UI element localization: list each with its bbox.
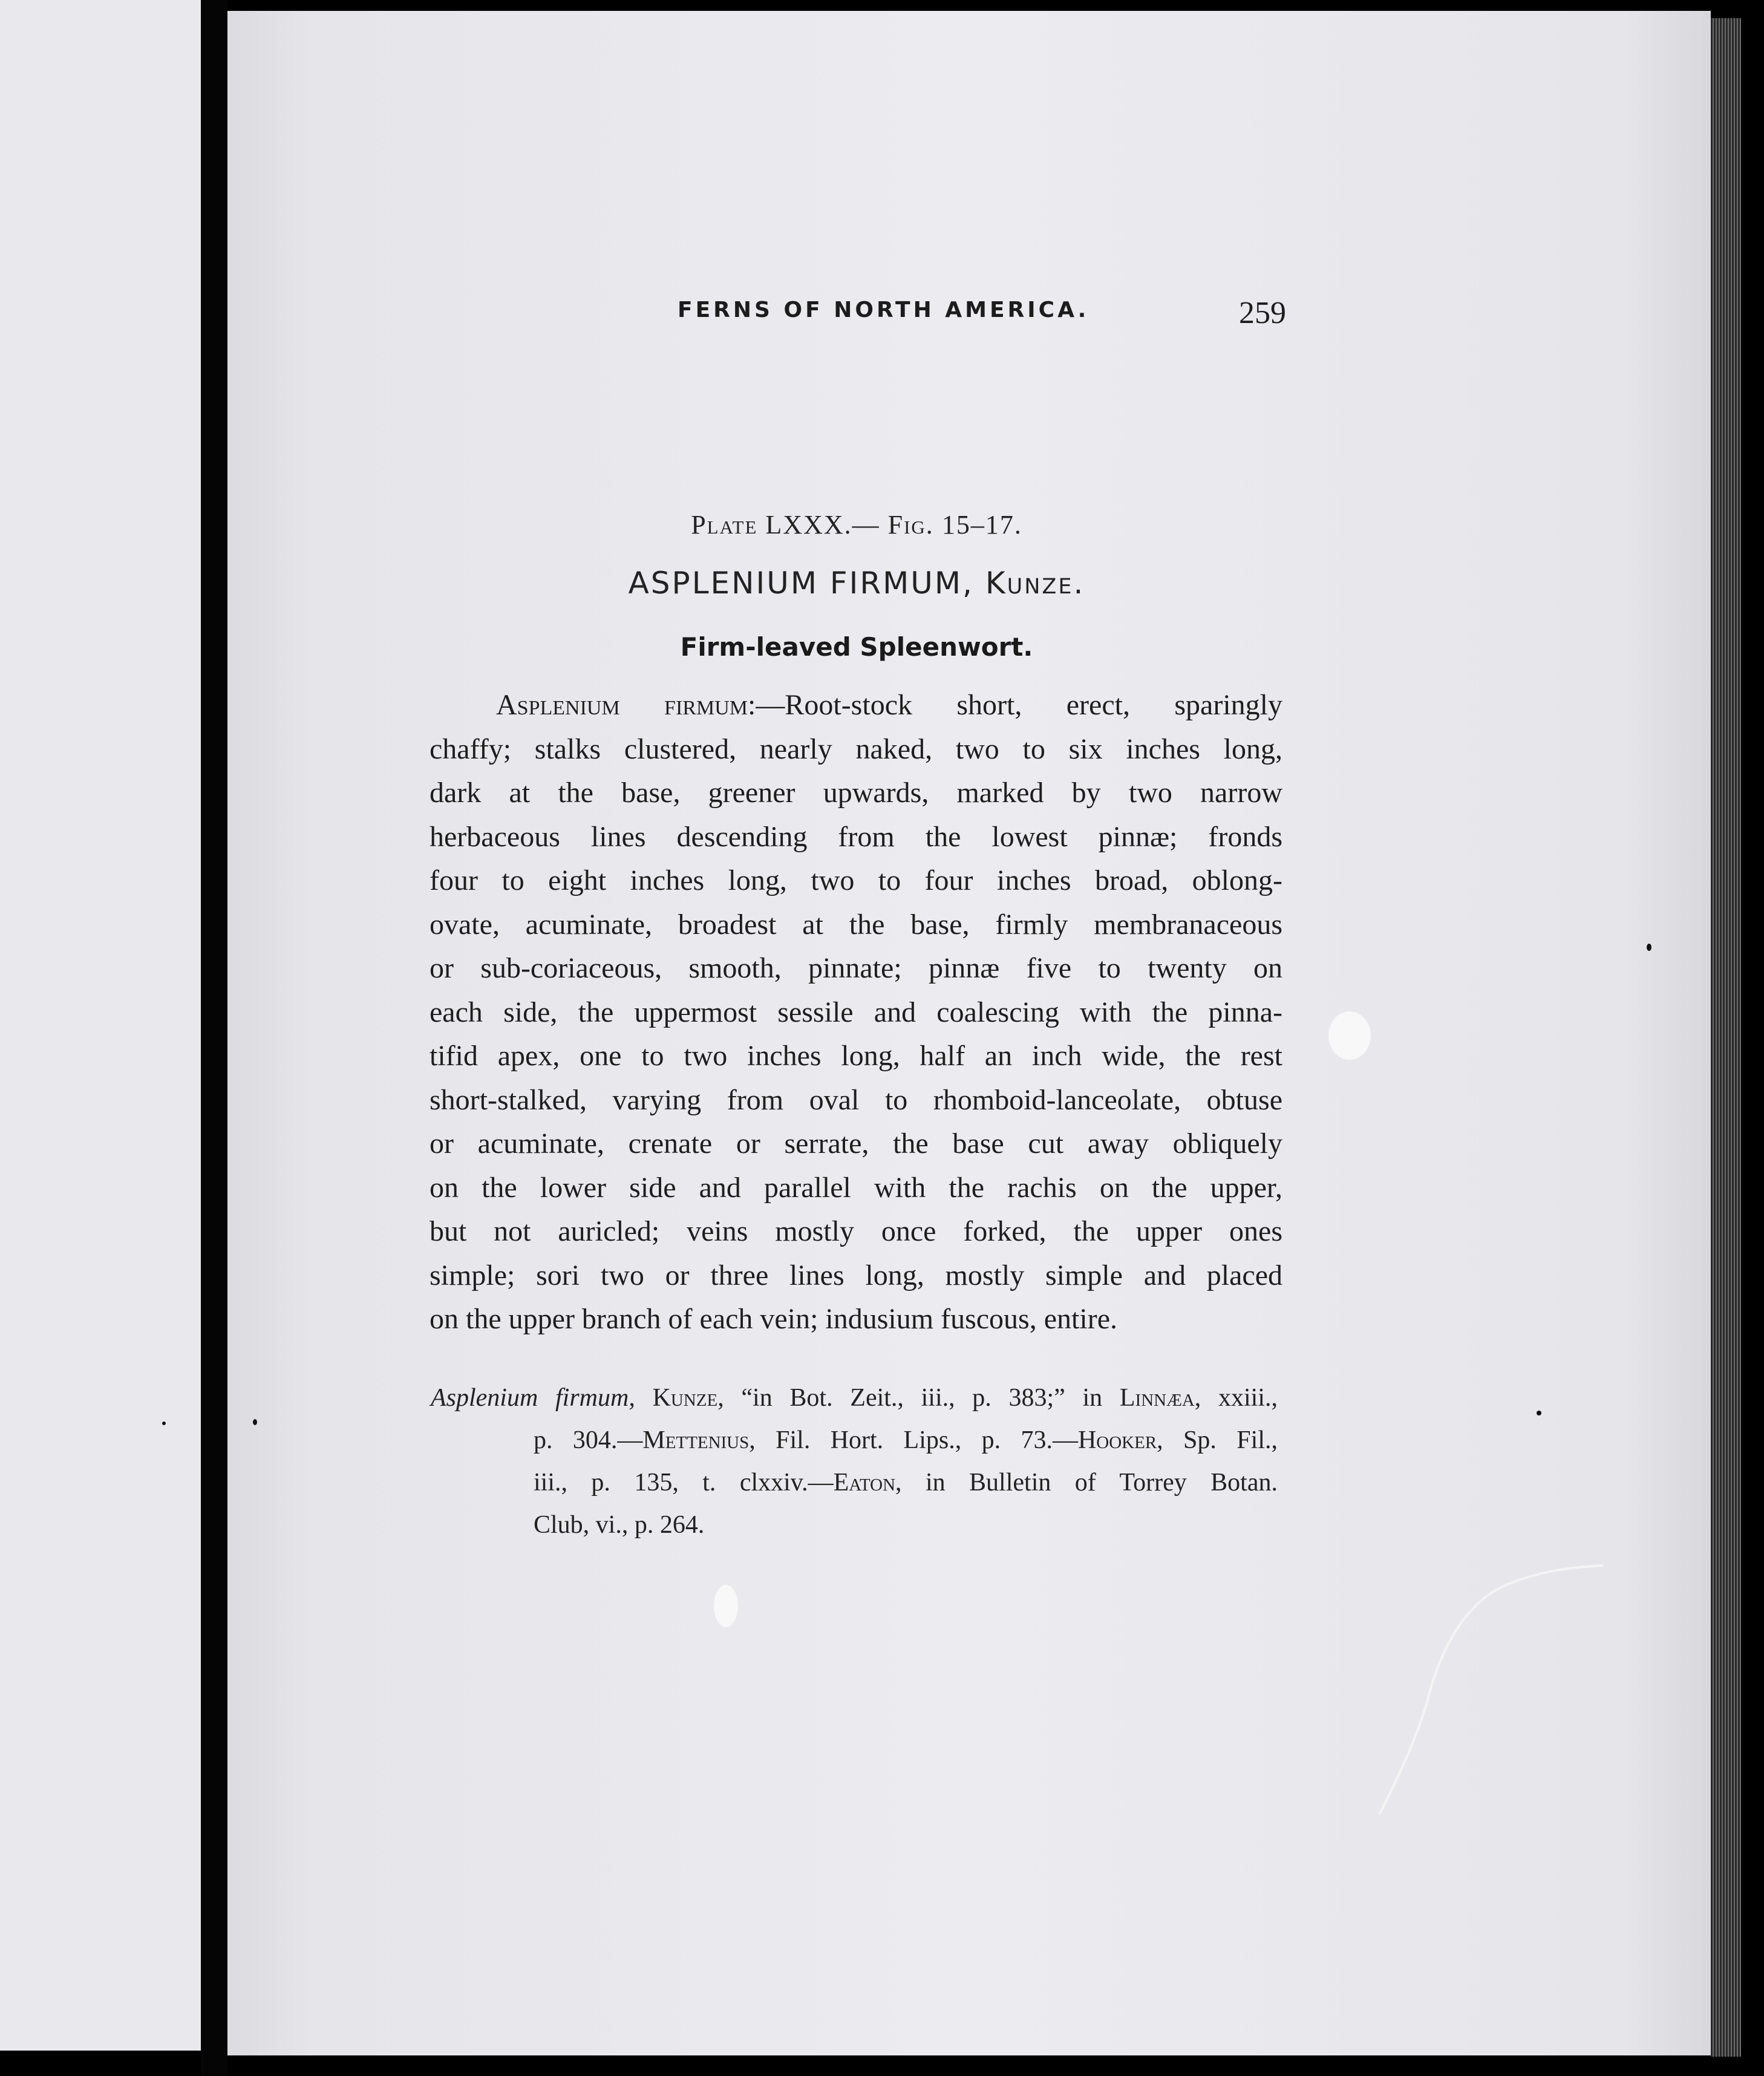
- description-line: simple; sori two or three lines long, mostly simple and placed: [430, 1259, 1282, 1291]
- scan-dot: [1537, 1411, 1541, 1415]
- description-line: on the upper branch of each vein; indusium fuscous, entire.: [430, 1303, 1117, 1335]
- description-line: or acuminate, crenate or serrate, the base cut away obliquely: [430, 1128, 1282, 1160]
- description-line: on the lower side and parallel with the rachis on the upper,: [430, 1171, 1282, 1204]
- scan-speck: [1328, 1011, 1371, 1060]
- description-line: or sub-coriaceous, smooth, pinnate; pinnæ five to twenty on: [430, 952, 1282, 984]
- scan-dot: [162, 1422, 166, 1425]
- book-gutter: [201, 0, 227, 2076]
- description-line: herbaceous lines descending from the lowest pinnæ; fronds: [430, 820, 1282, 853]
- description-line: each side, the uppermost sessile and coalescing with the pinna-: [430, 996, 1282, 1028]
- scan-hair-artifact: [1361, 1549, 1615, 1827]
- description-line: ovate, acuminate, broadest at the base, firmly membranaceous: [430, 908, 1282, 941]
- species-name: ASPLENIUM FIRMUM,: [628, 566, 985, 601]
- reference-line: iii., p. 135, t. clxxiv.—Eaton, in Bulletin of Torrey Botan.: [534, 1469, 1278, 1497]
- reference-line: p. 304.—Mettenius, Fil. Hort. Lips., p. 73.—Hooker, Sp. Fil.,: [534, 1426, 1278, 1454]
- species-title: [427, 566, 1286, 601]
- species-author: Kunze.: [985, 566, 1085, 601]
- description-line: but not auricled; veins mostly once forked, the upper ones: [430, 1215, 1282, 1247]
- page-stack-edges: [1711, 18, 1741, 2057]
- description-paragraph: [430, 684, 1282, 1342]
- description-line: Asplenium firmum:—Root-stock short, erect, sparingly: [496, 689, 1282, 721]
- description-line: short-stalked, varying from oval to rhomboid-lanceolate, obtuse: [430, 1083, 1282, 1116]
- scan-dot: [253, 1419, 257, 1425]
- facing-page-edge: [0, 0, 201, 2051]
- scan-dot: [1647, 944, 1651, 951]
- references: [431, 1377, 1278, 1546]
- plate-heading: [427, 509, 1286, 540]
- scan-speck: [714, 1585, 738, 1627]
- running-head: FERNS OF NORTH AMERICA.: [678, 298, 1089, 322]
- plate-numeral: LXXX.—: [757, 510, 888, 540]
- description-line: tifid apex, one to two inches long, half an inch wide, the rest: [430, 1040, 1282, 1072]
- description-line: four to eight inches long, two to four inches broad, oblong-: [430, 864, 1282, 896]
- common-name: Firm-leaved Spleenwort.: [680, 632, 1033, 662]
- description-line: chaffy; stalks clustered, nearly naked, two to six inches long,: [430, 733, 1282, 765]
- fig-numbers: 15–17.: [933, 510, 1022, 540]
- reference-species: Asplenium firmum,: [431, 1384, 635, 1412]
- reference-line: Asplenium firmum, Kunze, “in Bot. Zeit., iii., p. 383;” in Linnæa, xxiii.,: [431, 1384, 1278, 1412]
- plate-label: Plate: [691, 510, 758, 540]
- reference-line: Club, vi., p. 264.: [534, 1511, 705, 1539]
- description-line: dark at the base, greener upwards, marked by two narrow: [430, 777, 1282, 809]
- page-number: 259: [1239, 296, 1286, 330]
- fig-label: Fig.: [887, 510, 934, 540]
- description-lead: Asplenium firmum: [496, 689, 748, 721]
